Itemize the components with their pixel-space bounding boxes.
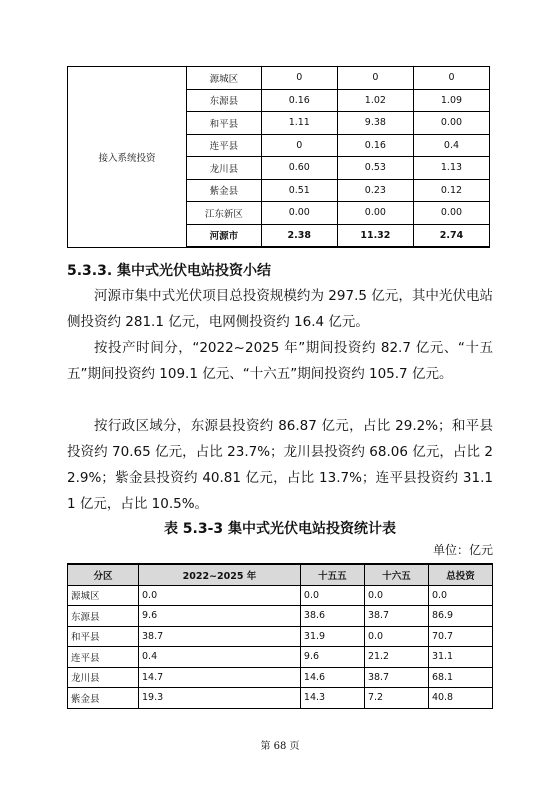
group-label: 接入系统投资 xyxy=(68,67,187,248)
value-cell: 38.7 xyxy=(364,606,428,627)
table-header-row xyxy=(68,564,493,585)
value-cell: 14.7 xyxy=(139,667,301,688)
section-heading: 5.3.3. 集中式光伏电站投资小结 xyxy=(67,263,272,279)
value-cell: 0 xyxy=(413,67,489,90)
column-header: 十六五 xyxy=(364,564,428,585)
value-cell: 1.02 xyxy=(337,89,413,112)
value-cell: 0.53 xyxy=(337,157,413,180)
value-cell: 31.1 xyxy=(428,647,492,668)
table-row xyxy=(68,667,493,688)
value-cell: 0.60 xyxy=(261,157,337,180)
region-cell: 紫金县 xyxy=(186,179,261,202)
value-cell: 0.51 xyxy=(261,179,337,202)
region-cell: 紫金县 xyxy=(68,688,139,709)
value-cell: 0.00 xyxy=(261,202,337,225)
region-cell: 连平县 xyxy=(68,647,139,668)
value-cell: 11.32 xyxy=(337,224,413,247)
value-cell: 14.6 xyxy=(300,667,364,688)
value-cell: 0.4 xyxy=(139,647,301,668)
value-cell: 40.8 xyxy=(428,688,492,709)
region-cell: 连平县 xyxy=(186,134,261,157)
value-cell: 0 xyxy=(261,67,337,90)
value-cell: 9.38 xyxy=(337,112,413,135)
value-cell: 0.0 xyxy=(364,626,428,647)
value-cell: 0.0 xyxy=(364,585,428,606)
paragraph: 按行政区域分，东源县投资约 86.87 亿元，占比 29.2%；和平县投资约 70.65 亿元，占比 23.7%；龙川县投资约 68.06 亿元，占比 22.9%；紫金县投资约 40.81 亿元，占比 13.7%；连平县投资约 31.11 亿元，占比 10.5%。 xyxy=(67,418,493,512)
table-row xyxy=(68,606,493,627)
table-row xyxy=(68,688,493,709)
region-cell: 和平县 xyxy=(68,626,139,647)
value-cell: 0.23 xyxy=(337,179,413,202)
paragraph: 按投产时间分，“2022~2025 年”期间投资约 82.7 亿元、“十五五”期间投资约 109.1 亿元、“十六五”期间投资约 105.7 亿元。 xyxy=(67,340,493,382)
region-cell: 源城区 xyxy=(186,67,261,90)
value-cell: 0.00 xyxy=(413,202,489,225)
value-cell: 0.0 xyxy=(139,585,301,606)
table-unit: 单位：亿元 xyxy=(432,543,493,557)
region-cell: 龙川县 xyxy=(186,157,261,180)
table-row xyxy=(68,585,493,606)
value-cell: 86.9 xyxy=(428,606,492,627)
region-cell: 龙川县 xyxy=(68,667,139,688)
value-cell: 1.11 xyxy=(261,112,337,135)
value-cell: 38.7 xyxy=(139,626,301,647)
value-cell: 2.74 xyxy=(413,224,489,247)
value-cell: 0 xyxy=(261,134,337,157)
region-cell: 江东新区 xyxy=(186,202,261,225)
value-cell: 21.2 xyxy=(364,647,428,668)
page-number: 第 68 页 xyxy=(260,741,300,752)
value-cell: 9.6 xyxy=(300,647,364,668)
value-cell: 7.2 xyxy=(364,688,428,709)
region-cell: 和平县 xyxy=(186,112,261,135)
value-cell: 70.7 xyxy=(428,626,492,647)
region-cell: 源城区 xyxy=(68,585,139,606)
table-row xyxy=(68,647,493,668)
table-title: 表 5.3-3 集中式光伏电站投资统计表 xyxy=(163,521,397,537)
paragraph: 河源市集中式光伏项目总投资规模约为 297.5 亿元，其中光伏电站侧投资约 281.1 亿元，电网侧投资约 16.4 亿元。 xyxy=(67,288,493,330)
table-row xyxy=(68,67,490,90)
column-header: 2022~2025 年 xyxy=(139,564,301,585)
column-header: 总投资 xyxy=(428,564,492,585)
value-cell: 14.3 xyxy=(300,688,364,709)
value-cell: 2.38 xyxy=(261,224,337,247)
access-system-investment-table xyxy=(67,66,490,248)
value-cell: 0.16 xyxy=(261,89,337,112)
region-cell: 东源县 xyxy=(186,89,261,112)
investment-stats-table xyxy=(67,563,493,709)
value-cell: 0.12 xyxy=(413,179,489,202)
value-cell: 1.09 xyxy=(413,89,489,112)
column-header: 十五五 xyxy=(300,564,364,585)
value-cell: 0 xyxy=(337,67,413,90)
region-cell: 东源县 xyxy=(68,606,139,627)
value-cell: 0.0 xyxy=(428,585,492,606)
value-cell: 0.00 xyxy=(413,112,489,135)
value-cell: 0.4 xyxy=(413,134,489,157)
value-cell: 0.00 xyxy=(337,202,413,225)
table-row xyxy=(68,626,493,647)
value-cell: 38.6 xyxy=(300,606,364,627)
value-cell: 1.13 xyxy=(413,157,489,180)
value-cell: 0.0 xyxy=(300,585,364,606)
value-cell: 0.16 xyxy=(337,134,413,157)
value-cell: 19.3 xyxy=(139,688,301,709)
value-cell: 38.7 xyxy=(364,667,428,688)
column-header: 分区 xyxy=(68,564,139,585)
value-cell: 68.1 xyxy=(428,667,492,688)
region-cell: 河源市 xyxy=(186,224,261,247)
value-cell: 31.9 xyxy=(300,626,364,647)
value-cell: 9.6 xyxy=(139,606,301,627)
